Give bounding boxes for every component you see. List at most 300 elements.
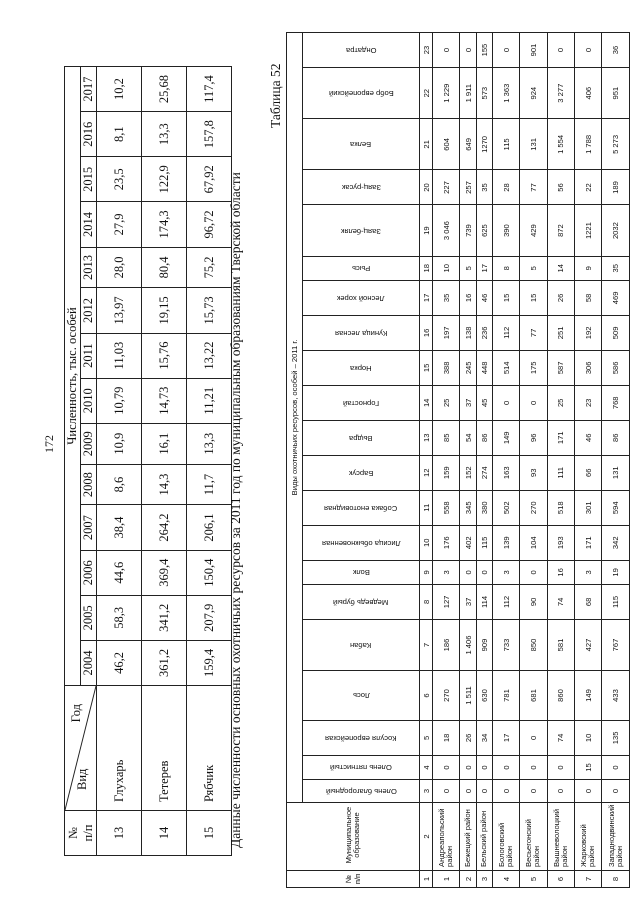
count-value: 193	[547, 525, 574, 560]
count-value: 18	[433, 720, 460, 755]
species-header	[303, 525, 420, 560]
column-number: 10	[420, 525, 433, 560]
year-header: 2013	[81, 247, 97, 288]
count-value: 0	[433, 780, 460, 803]
column-number: 9	[420, 560, 433, 584]
column-number: 4	[420, 755, 433, 779]
hunting-resources-table-wrapper	[286, 32, 630, 888]
population-value: 341,2	[142, 595, 187, 640]
species-header-text: Волк	[352, 568, 370, 578]
count-value: 402	[460, 525, 476, 560]
count-value: 152	[460, 455, 476, 490]
count-value: 1221	[575, 205, 602, 256]
count-value: 901	[520, 33, 547, 68]
species-header	[303, 350, 420, 385]
table-row	[187, 67, 232, 856]
count-value: 114	[476, 584, 492, 619]
species-header	[303, 780, 420, 803]
population-value: 8,1	[97, 112, 142, 157]
count-value: 0	[492, 33, 519, 68]
count-value: 406	[575, 68, 602, 119]
count-value: 131	[520, 119, 547, 170]
species-header	[303, 280, 420, 315]
count-value: 46	[575, 420, 602, 455]
count-value: 1 406	[460, 619, 476, 670]
column-number: 22	[420, 68, 433, 119]
population-table-body	[97, 67, 232, 856]
area-header-text: Муниципальное образование	[344, 806, 361, 864]
count-value: 131	[602, 455, 630, 490]
hunting-resources-table	[286, 32, 630, 888]
count-value: 45	[476, 385, 492, 420]
species-header-text: Олень благородный	[325, 787, 397, 797]
row-number: 14	[142, 811, 187, 856]
species-header-text: Лось	[352, 691, 370, 701]
count-value: 93	[520, 455, 547, 490]
count-value: 86	[476, 420, 492, 455]
year-header: 2008	[81, 464, 97, 505]
year-header: 2014	[81, 202, 97, 247]
count-value: 176	[433, 525, 460, 560]
species-header	[303, 33, 420, 68]
population-value: 264,2	[142, 505, 187, 550]
species-header-text: Собака енотовидная	[324, 503, 398, 513]
row-number: 15	[187, 811, 232, 856]
area-name: Весьегонский район	[520, 803, 547, 871]
column-number: 23	[420, 33, 433, 68]
count-value: 514	[492, 350, 519, 385]
count-value: 56	[547, 170, 574, 205]
population-value: 19,15	[142, 288, 187, 333]
count-value: 0	[602, 780, 630, 803]
count-value: 630	[476, 671, 492, 721]
population-value: 14,73	[142, 378, 187, 423]
population-value: 58,3	[97, 595, 142, 640]
count-value: 767	[602, 619, 630, 670]
count-value: 171	[575, 525, 602, 560]
count-value: 5	[520, 256, 547, 280]
year-header: 2010	[81, 378, 97, 423]
population-value: 46,2	[97, 640, 142, 685]
count-value: 0	[492, 780, 519, 803]
count-value: 192	[575, 315, 602, 350]
count-value: 768	[602, 385, 630, 420]
population-value: 10,2	[97, 67, 142, 112]
count-value: 115	[476, 525, 492, 560]
species-header	[303, 385, 420, 420]
population-value: 38,4	[97, 505, 142, 550]
column-number: 1	[420, 871, 433, 888]
population-value: 96,72	[187, 202, 232, 247]
count-value: 306	[575, 350, 602, 385]
count-value: 96	[520, 420, 547, 455]
num-header	[287, 871, 420, 888]
count-value: 274	[476, 455, 492, 490]
table-row	[602, 33, 630, 888]
year-header: 2006	[81, 550, 97, 595]
count-value: 163	[492, 455, 519, 490]
count-value: 558	[433, 490, 460, 525]
count-value: 649	[460, 119, 476, 170]
count-value: 427	[575, 619, 602, 670]
species-header-text: Белка	[350, 140, 372, 150]
count-value: 112	[492, 584, 519, 619]
count-value: 388	[433, 350, 460, 385]
count-value: 14	[547, 256, 574, 280]
count-value: 115	[492, 119, 519, 170]
count-value: 0	[520, 720, 547, 755]
column-number: 3	[420, 780, 433, 803]
population-value: 122,9	[142, 157, 187, 202]
count-value: 586	[602, 350, 630, 385]
species-header-text: Ондатра	[345, 46, 377, 56]
population-value: 207,9	[187, 595, 232, 640]
species-header	[303, 119, 420, 170]
species-header	[303, 256, 420, 280]
num-header: № п/п	[65, 811, 97, 856]
column-number: 6	[420, 671, 433, 721]
column-number: 13	[420, 420, 433, 455]
population-value: 369,4	[142, 550, 187, 595]
row-number: 3	[476, 871, 492, 888]
column-number: 8	[420, 584, 433, 619]
count-value: 77	[520, 170, 547, 205]
year-header: 2012	[81, 288, 97, 333]
row-number: 13	[97, 811, 142, 856]
count-value: 625	[476, 205, 492, 256]
count-value: 17	[476, 256, 492, 280]
species-header	[303, 455, 420, 490]
count-value: 733	[492, 619, 519, 670]
row-number: 5	[520, 871, 547, 888]
count-value: 16	[547, 560, 574, 584]
table-row	[547, 33, 574, 888]
count-value: 469	[602, 280, 630, 315]
species-header-text: Косуля европейская	[325, 733, 397, 743]
count-value: 518	[547, 490, 574, 525]
count-value: 25	[547, 385, 574, 420]
population-value: 159,4	[187, 640, 232, 685]
year-header: 2009	[81, 423, 97, 464]
count-value: 781	[492, 671, 519, 721]
table-row	[97, 67, 142, 856]
year-header: 2017	[81, 67, 97, 112]
column-number: 7	[420, 619, 433, 670]
population-value: 15,76	[142, 333, 187, 378]
count-value: 139	[492, 525, 519, 560]
year-header: 2004	[81, 640, 97, 685]
population-value: 8,6	[97, 464, 142, 505]
count-value: 186	[433, 619, 460, 670]
count-value: 3	[492, 560, 519, 584]
count-value: 16	[460, 280, 476, 315]
table-row	[476, 33, 492, 888]
column-number: 14	[420, 385, 433, 420]
species-header	[303, 584, 420, 619]
area-name: Вышневолоцкий район	[547, 803, 574, 871]
population-value: 206,1	[187, 505, 232, 550]
count-value: 2032	[602, 205, 630, 256]
count-value: 448	[476, 350, 492, 385]
species-header-text: Куница лесная	[334, 328, 388, 338]
count-value: 0	[433, 33, 460, 68]
population-value: 80,4	[142, 247, 187, 288]
count-value: 0	[520, 385, 547, 420]
count-value: 301	[575, 490, 602, 525]
count-value: 270	[433, 671, 460, 721]
count-value: 0	[520, 755, 547, 779]
population-value: 23,5	[97, 157, 142, 202]
count-value: 17	[492, 720, 519, 755]
count-value: 37	[460, 385, 476, 420]
species-header-text: Заяц-русак	[341, 183, 381, 193]
count-value: 5	[460, 256, 476, 280]
count-value: 587	[547, 350, 574, 385]
year-species-header	[65, 686, 97, 811]
species-header	[303, 205, 420, 256]
species-header-text: Лесной хорек	[337, 293, 385, 303]
population-value: 13,3	[142, 112, 187, 157]
table-row	[575, 33, 602, 888]
count-value: 19	[602, 560, 630, 584]
population-value: 13,22	[187, 333, 232, 378]
count-value: 85	[433, 420, 460, 455]
count-value: 257	[460, 170, 476, 205]
area-name: Бежецкий район	[460, 803, 476, 871]
area-name: Жарковский район	[575, 803, 602, 871]
population-table-wrapper	[64, 66, 232, 856]
table-label: Таблица 52	[268, 63, 283, 128]
count-value: 8	[492, 256, 519, 280]
count-value: 23	[575, 385, 602, 420]
population-value: 27,9	[97, 202, 142, 247]
species-header	[303, 420, 420, 455]
count-value: 35	[433, 280, 460, 315]
table-row	[460, 33, 476, 888]
population-value: 10,79	[97, 378, 142, 423]
species-header-text: Лисица обыкновенная	[321, 538, 401, 548]
num-header-text: № п/п	[344, 873, 362, 885]
table-row	[433, 33, 460, 888]
row-number: 1	[433, 871, 460, 888]
population-value: 117,4	[187, 67, 232, 112]
count-value: 0	[547, 780, 574, 803]
count-value: 0	[492, 755, 519, 779]
count-value: 9	[575, 256, 602, 280]
population-value: 174,3	[142, 202, 187, 247]
species-header	[303, 315, 420, 350]
population-value: 10,9	[97, 423, 142, 464]
species-name: Тетерев	[142, 686, 187, 811]
count-value: 3 046	[433, 205, 460, 256]
count-value: 342	[602, 525, 630, 560]
count-value: 0	[547, 755, 574, 779]
count-value: 909	[476, 619, 492, 670]
count-value: 429	[520, 205, 547, 256]
count-value: 251	[547, 315, 574, 350]
count-value: 104	[520, 525, 547, 560]
species-header-row	[303, 33, 420, 888]
count-value: 0	[476, 755, 492, 779]
population-group-header: Численность, тыс. особей	[65, 67, 81, 686]
count-value: 36	[602, 33, 630, 68]
count-value: 0	[460, 780, 476, 803]
count-value: 0	[460, 33, 476, 68]
area-name: Западнодвинский район	[602, 803, 630, 871]
count-value: 236	[476, 315, 492, 350]
count-value: 155	[476, 33, 492, 68]
species-header	[303, 671, 420, 721]
count-value: 159	[433, 455, 460, 490]
count-value: 245	[460, 350, 476, 385]
count-value: 15	[520, 280, 547, 315]
count-value: 227	[433, 170, 460, 205]
count-value: 149	[575, 671, 602, 721]
count-value: 37	[460, 584, 476, 619]
count-value: 112	[492, 315, 519, 350]
count-value: 68	[575, 584, 602, 619]
column-number: 16	[420, 315, 433, 350]
year-header: 2011	[81, 333, 97, 378]
species-name: Глухарь	[97, 686, 142, 811]
population-table	[64, 66, 232, 856]
count-value: 26	[547, 280, 574, 315]
count-value: 850	[520, 619, 547, 670]
column-number: 18	[420, 256, 433, 280]
count-value: 54	[460, 420, 476, 455]
population-value: 28,0	[97, 247, 142, 288]
count-value: 58	[575, 280, 602, 315]
count-value: 111	[547, 455, 574, 490]
count-value: 22	[575, 170, 602, 205]
count-value: 135	[602, 720, 630, 755]
count-value: 1 911	[460, 68, 476, 119]
area-name: Бельский район	[476, 803, 492, 871]
column-number: 15	[420, 350, 433, 385]
population-value: 11,7	[187, 464, 232, 505]
year-header: 2007	[81, 505, 97, 550]
species-header	[303, 619, 420, 670]
count-value: 390	[492, 205, 519, 256]
count-value: 35	[476, 170, 492, 205]
count-value: 3	[433, 560, 460, 584]
population-value: 150,4	[187, 550, 232, 595]
count-value: 197	[433, 315, 460, 350]
count-value: 0	[547, 33, 574, 68]
row-number: 6	[547, 871, 574, 888]
count-value: 3	[575, 560, 602, 584]
population-value: 11,03	[97, 333, 142, 378]
count-value: 1270	[476, 119, 492, 170]
population-value: 13,3	[187, 423, 232, 464]
count-value: 1 229	[433, 68, 460, 119]
species-header	[303, 720, 420, 755]
hunting-resources-table-body	[420, 33, 630, 888]
count-value: 86	[602, 420, 630, 455]
row-number: 7	[575, 871, 602, 888]
species-header-text: Кабан	[350, 641, 372, 651]
species-header	[303, 170, 420, 205]
count-value: 872	[547, 205, 574, 256]
count-value: 270	[520, 490, 547, 525]
count-value: 502	[492, 490, 519, 525]
count-value: 0	[602, 755, 630, 779]
count-value: 66	[575, 455, 602, 490]
year-header: 2016	[81, 112, 97, 157]
count-value: 1 788	[575, 119, 602, 170]
count-value: 15	[492, 280, 519, 315]
population-value: 15,73	[187, 288, 232, 333]
year-header: 2015	[81, 157, 97, 202]
count-value: 509	[602, 315, 630, 350]
area-name: Андреапольский район	[433, 803, 460, 871]
species-header-text: Заяц-беляк	[341, 226, 381, 236]
count-value: 3 277	[547, 68, 574, 119]
count-value: 860	[547, 671, 574, 721]
count-value: 115	[602, 584, 630, 619]
species-header-text: Выдра	[349, 433, 373, 443]
population-value: 44,6	[97, 550, 142, 595]
count-value: 581	[547, 619, 574, 670]
year-header: 2005	[81, 595, 97, 640]
population-value: 67,92	[187, 157, 232, 202]
table-row	[142, 67, 187, 856]
column-number: 12	[420, 455, 433, 490]
population-value: 157,8	[187, 112, 232, 157]
count-value: 10	[433, 256, 460, 280]
count-value: 345	[460, 490, 476, 525]
column-number: 2	[420, 803, 433, 871]
count-value: 380	[476, 490, 492, 525]
species-header-text: Норка	[350, 363, 372, 373]
count-value: 0	[476, 780, 492, 803]
count-value: 951	[602, 68, 630, 119]
species-header-text: Рысь	[351, 264, 371, 274]
species-name: Рябчик	[187, 686, 232, 811]
count-value: 739	[460, 205, 476, 256]
count-value: 433	[602, 671, 630, 721]
population-value: 25,68	[142, 67, 187, 112]
count-value: 0	[492, 385, 519, 420]
row-number: 8	[602, 871, 630, 888]
population-value: 11,21	[187, 378, 232, 423]
count-value: 28	[492, 170, 519, 205]
species-header-text: Барсук	[348, 468, 374, 478]
count-value: 0	[520, 780, 547, 803]
population-value: 361,2	[142, 640, 187, 685]
species-header	[303, 68, 420, 119]
area-name: Бологовский район	[492, 803, 519, 871]
count-value: 0	[460, 755, 476, 779]
count-value: 681	[520, 671, 547, 721]
count-value: 5 273	[602, 119, 630, 170]
species-group-header: Виды охотничьих ресурсов, особей – 2011 г.	[287, 33, 303, 803]
count-value: 74	[547, 584, 574, 619]
count-value: 573	[476, 68, 492, 119]
population-value: 13,97	[97, 288, 142, 333]
column-number: 5	[420, 720, 433, 755]
count-value: 46	[476, 280, 492, 315]
table-caption: Данные численности основных охотничьих ресурсов за 2011 год по муниципальным образованиям Тверской области	[228, 172, 243, 848]
species-label: Вид	[75, 768, 89, 790]
species-header-text: Медведь бурый	[333, 597, 389, 607]
count-value: 1 363	[492, 68, 519, 119]
count-value: 149	[492, 420, 519, 455]
column-number: 19	[420, 205, 433, 256]
count-value: 26	[460, 720, 476, 755]
count-value: 15	[575, 755, 602, 779]
table-row	[492, 33, 519, 888]
